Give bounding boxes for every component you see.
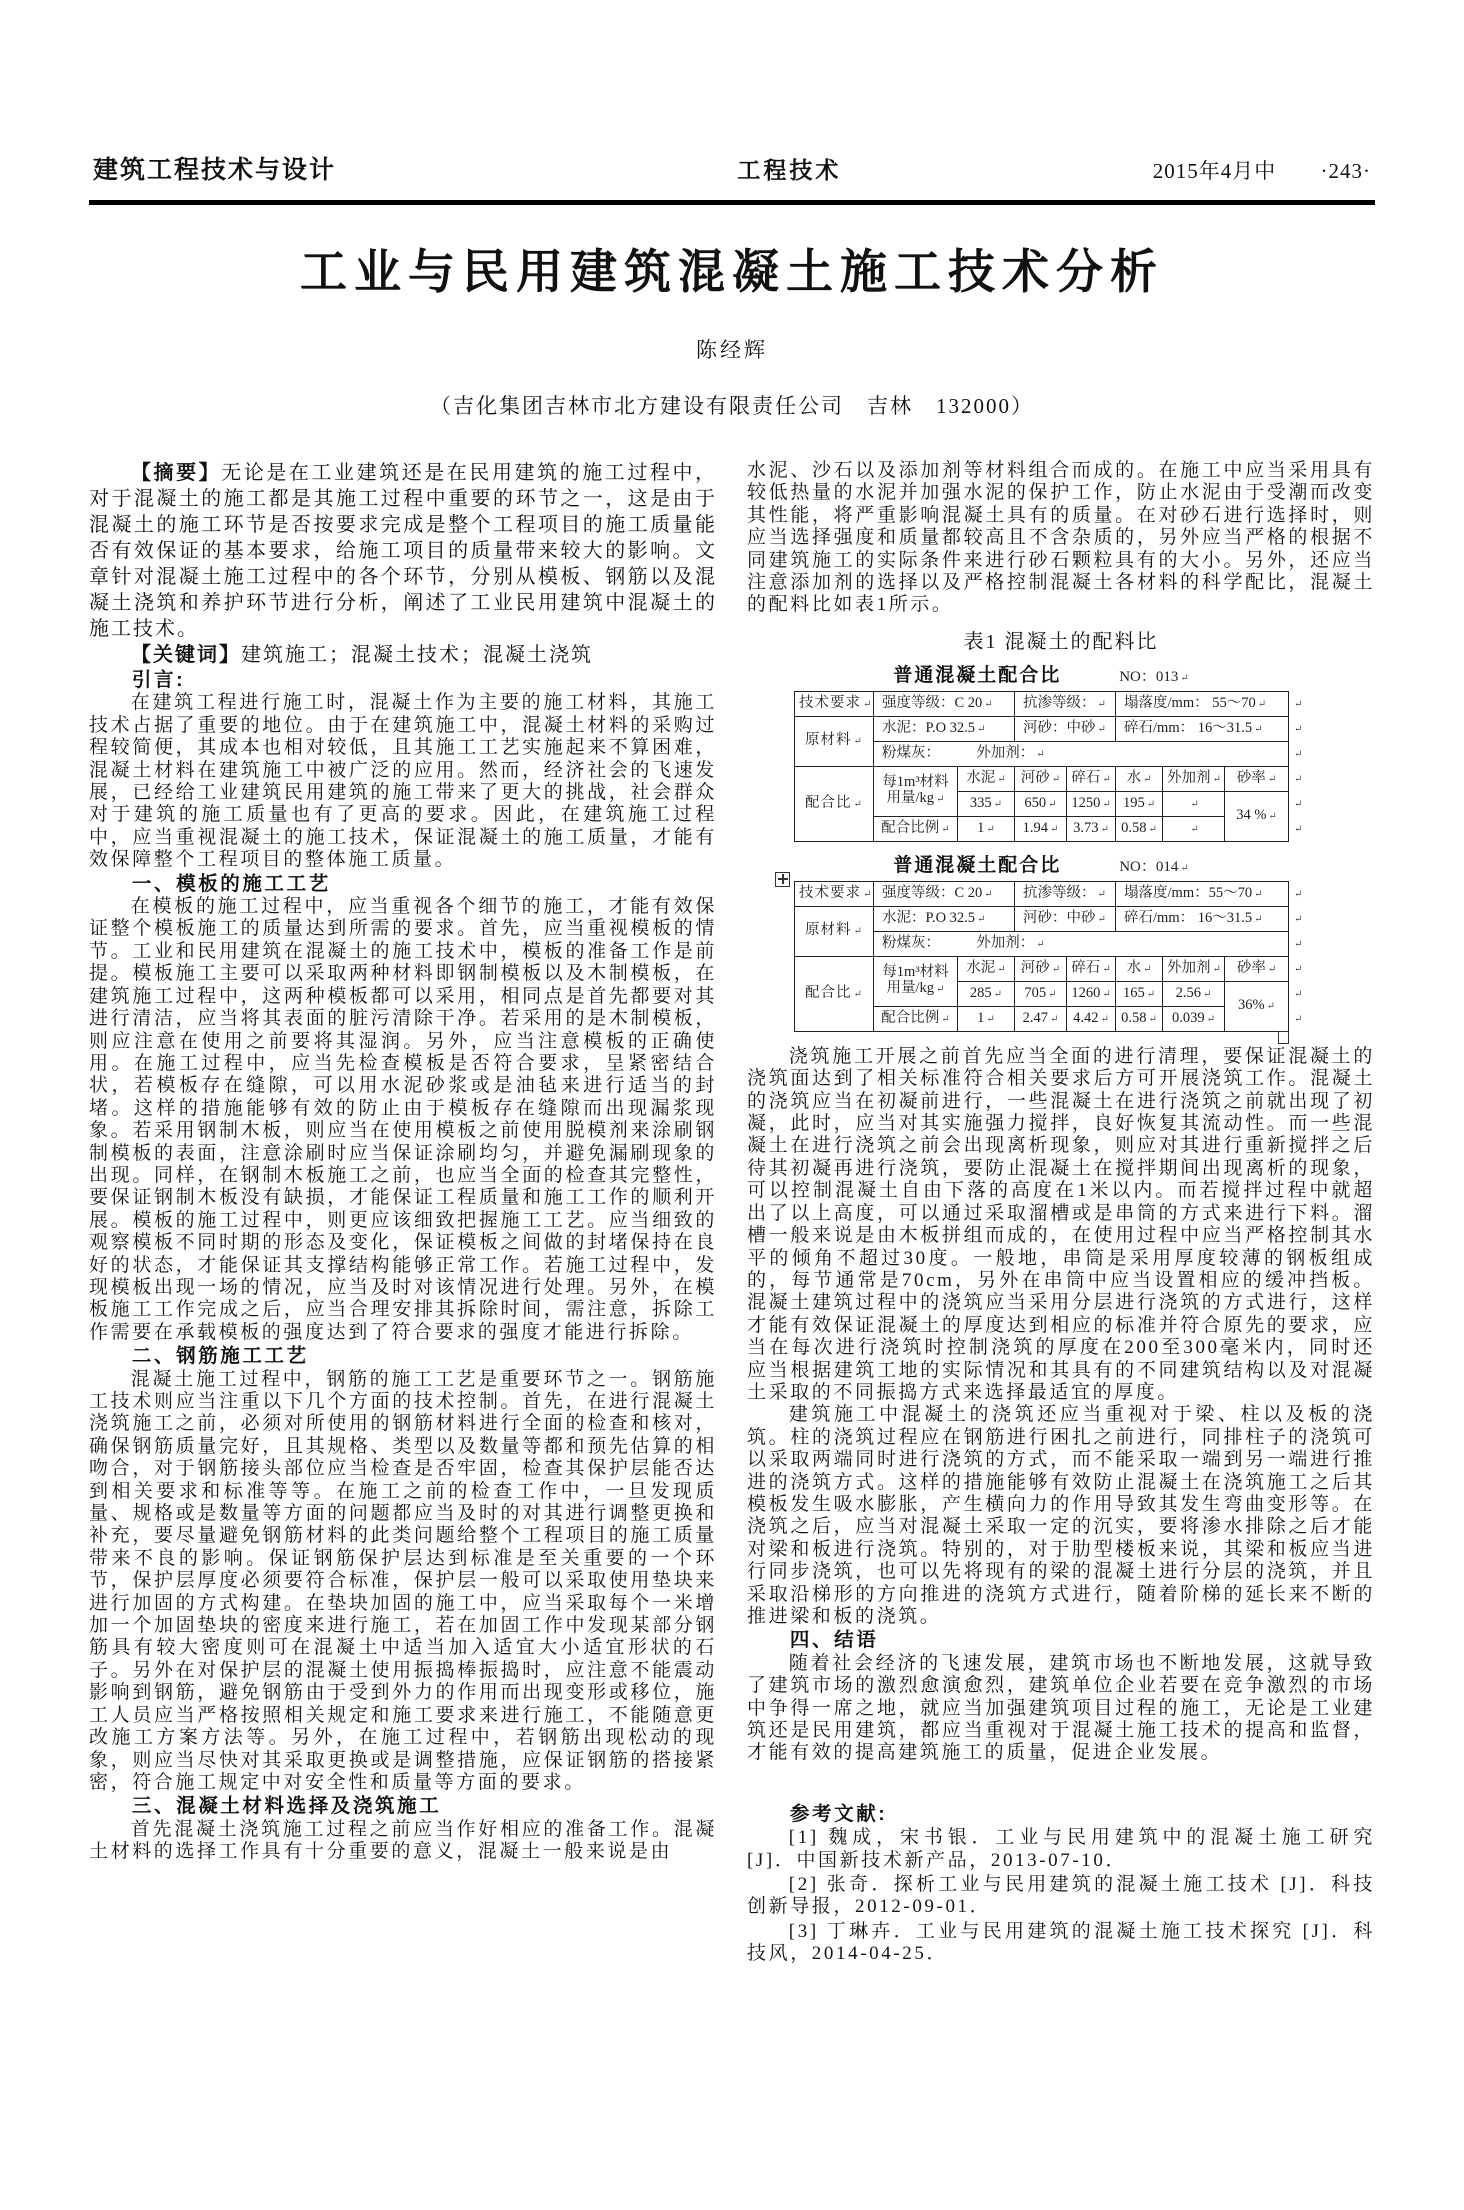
reference-item: [2] 张奇．探析工业与民用建筑的混凝土施工技术 [J]．科技创新导报，2012-09-01． [747, 1874, 1375, 1918]
keywords-label: 【关键词】 [131, 644, 241, 666]
table-cell: 抗渗等级： ↵ [1015, 881, 1116, 906]
table-cell: 水泥：P.O 32.5 ↵ [874, 716, 1015, 741]
table-cell: 1.94 ↵ [1015, 816, 1067, 841]
table-cell: 抗渗等级： ↵ [1015, 691, 1116, 716]
table-cell [1163, 816, 1225, 841]
table-cell: 3.73 ↵ [1067, 816, 1116, 841]
table-row [795, 716, 1305, 741]
table-cell: 0.58 ↵ [1116, 816, 1163, 841]
reference-item: [3] 丁琳卉．工业与民用建筑的混凝土施工技术探究 [J]．科技风，2014-04-25． [747, 1920, 1375, 1965]
table-cell: 195 ↵ [1116, 791, 1163, 816]
abstract-label: 【摘要】 [131, 462, 222, 484]
sand-rate-cell: 34 % ↵ [1225, 791, 1289, 841]
table-number-label: NO：013 ↵ [1119, 665, 1189, 686]
abstract-paragraph [89, 460, 717, 642]
table-cell: 碎石/mm： 16～31.5 ↵ [1116, 716, 1289, 741]
table-cell: 砂率 ↵ [1225, 956, 1289, 981]
concrete-mix-table-block-014 [747, 848, 1375, 1032]
table-cell: 水泥 ↵ [958, 766, 1015, 791]
table-cell: 河砂 ↵ [1015, 766, 1067, 791]
section-1-heading: 一、模板的施工工艺 [131, 872, 331, 895]
table-cell: 外加剂 ↵ [1163, 766, 1225, 791]
reference-item: [1] 魏成，宋书银．工业与民用建筑中的混凝土施工研究 [J]．中国新技术新产品，2013-07-10． [747, 1827, 1375, 1871]
journal-title: 建筑工程技术与设计 [93, 156, 337, 184]
issue-date: 2015年4月中 [1152, 159, 1277, 183]
row-end-mark [1289, 956, 1305, 981]
row-end-mark [1289, 691, 1305, 716]
row-end-mark [1289, 716, 1305, 741]
row-end-mark [1289, 931, 1305, 956]
table-cell: 配合比例 ↵ [874, 816, 958, 841]
row-end-mark [1289, 766, 1305, 791]
pouring-paragraph: 浇筑施工开展之前首先应当全面的进行清理，要保证混凝土的浇筑面达到了相关标准符合相关要求后方可开展浇筑工作。混凝土的浇筑应当在初凝前进行，一些混凝土在进行浇筑之前就出现了初凝，此时，应当对其实施强力搅拌，良好恢复其流动性。而一些混凝土在进行浇筑之前会出现离析现象，则应对其进行重新搅拌之后待其初凝再进行浇筑，要防止混凝土在搅拌期间出现离析的现象，可以控制混凝土自由下落的高度在1米以内。而若搅拌过程中就超出了以上高度，可以通过采取溜槽或是串筒的方式来进行下料。溜槽一般来说是由木板拼组而成的，在使用过程中应当严格控制其水平的倾角不超过30度。一般地，串筒是采用厚度较薄的钢板组成的，每节通常是70cm，另外在串筒中应当设置相应的缓冲挡板。混凝土建筑过程中的浇筑应当采用分层进行浇筑的方式进行，这样才能有效保证混凝土的厚度达到相应的标准并符合原先的要求，应当在每次进行浇筑时控制浇筑的厚度在200至300毫米内，同时还应当根据建筑工地的实际情况和其具有的不同建筑结构以及对混凝土采取的不同振捣方式来选择最适宜的厚度。 [747, 1045, 1375, 1403]
section-3-paragraph: 首先混凝土浇筑施工过程之前应当作好相应的准备工作。混凝土材料的选择工作具有十分重要的意义，混凝土一般来说是由 [89, 1818, 717, 1863]
table-cell: 水泥 ↵ [958, 956, 1015, 981]
table-cell: 1 ↵ [958, 816, 1015, 841]
table-cell: 1250 ↵ [1067, 791, 1116, 816]
row-end-mark [1289, 881, 1305, 906]
table-cell: 外加剂 ↵ [1163, 956, 1225, 981]
paper-page [89, 0, 1375, 1968]
table-cell: 配合比例 ↵ [874, 1006, 958, 1031]
table-cell: 配合比 ↵ [795, 766, 874, 841]
per-cubic-label: 每1m³材料 [882, 774, 949, 791]
keywords-paragraph [89, 642, 717, 668]
table-cell: 粉煤灰： 外加剂： ↵ [874, 931, 1289, 956]
table-cell: 0.039 ↵ [1163, 1006, 1225, 1031]
keywords-text: 建筑施工；混凝土技术；混凝土浇筑 [241, 644, 593, 666]
conclusion-paragraph: 随着社会经济的飞速发展，建筑市场也不断地发展，这就导致了建筑市场的激烈愈演愈烈，建筑单位企业若要在竞争激烈的市场中争得一席之地，就应当加强建筑项目过程的施工，无论是工业建筑还是民用建筑，都应当重视对于混凝土施工技术的提高和监督，才能有效的提高建筑施工的质量，促进企业发展。 [747, 1652, 1375, 1764]
sand-rate-cell: 36% ↵ [1225, 981, 1289, 1031]
table-title-013 [794, 658, 1288, 691]
table-cell: 水泥：P.O 32.5 ↵ [874, 906, 1015, 931]
table-cell: 水 ↵ [1116, 766, 1163, 791]
continuation-paragraph: 水泥、沙石以及添加剂等材料组合而成的。在施工中应当采用具有较低热量的水泥并加强水泥的保护工作，防止水泥由于受潮而改变其性能，将严重影响混凝土具有的质量。在对砂石进行选择时，则应当选择强度和质量都较高且不含杂质的，另外应当严格的根据不同建筑施工的实际条件来进行砂石颗粒具有的大小。另外，还应当注意添加剂的选择以及严格控制混凝土各材料的科学配比，混凝土的配料比如表1所示。 [747, 460, 1375, 616]
table-title-text: 普通混凝土配合比 [893, 664, 1062, 686]
table-cell [874, 766, 958, 816]
paragraph-anchor-mark [1278, 1031, 1289, 1044]
references-heading: 参考文献: [789, 1802, 888, 1825]
table-cell: 水 ↵ [1116, 956, 1163, 981]
table-cell: 0.58 ↵ [1116, 1006, 1163, 1031]
page-header [89, 150, 1375, 205]
author-affiliation: （吉化集团吉林市北方建设有限责任公司 吉林 132000） [430, 394, 1034, 418]
table-cell: 粉煤灰： 外加剂： ↵ [874, 741, 1289, 766]
article-title: 工业与民用建筑混凝土施工技术分析 [300, 247, 1164, 299]
table-cell: 285 ↵ [958, 981, 1015, 1006]
table-cell: 砂率 ↵ [1225, 766, 1289, 791]
concrete-mix-table-014 [794, 881, 1305, 1032]
table-row [795, 956, 1305, 981]
column-section-label: 工程技术 [737, 157, 842, 183]
left-column [89, 460, 717, 1968]
table-cell: 705 ↵ [1015, 981, 1067, 1006]
table-cell: 技术要求 ↵ [795, 691, 874, 716]
intro-paragraph: 在建筑工程进行施工时，混凝土作为主要的施工材料，其施工技术占据了重要的地位。由于在建筑施工中，混凝土材料的采购过程较简便，其成本也相对较低，且其施工工艺实施起来不算困难，混凝土材料在建筑施工中被广泛的应用。然而，经济社会的飞速发展，已经给工业建筑民用建筑的施工带来了更大的挑战，社会群众对于建筑的施工质量也有了更高的要求。因此，在建筑施工过程中，应当重视混凝土的施工技术，保证混凝土的施工质量，才能有效保障整个工程项目的整体施工质量。 [89, 692, 717, 871]
issue-info [1153, 155, 1371, 185]
intro-heading: 引言: [131, 669, 186, 691]
table-cell: 2.47 ↵ [1015, 1006, 1067, 1031]
table-cell: 强度等级：C 20 ↵ [874, 881, 1015, 906]
per-cubic-label: 每1m³材料 [882, 964, 949, 981]
concrete-mix-table-block-013 [747, 658, 1375, 842]
table-cell: 碎石 ↵ [1067, 956, 1116, 981]
table-cell: 1260 ↵ [1067, 981, 1116, 1006]
table-cell: 碎石/mm： 16～31.5 ↵ [1116, 906, 1289, 931]
row-end-mark [1289, 981, 1305, 1006]
table-cell: 165 ↵ [1116, 981, 1163, 1006]
table-cell: 技术要求 ↵ [795, 881, 874, 906]
row-end-mark [1289, 906, 1305, 931]
table-cell: 4.42 ↵ [1067, 1006, 1116, 1031]
abstract-text: 无论是在工业建筑还是在民用建筑的施工过程中，对于混凝土的施工都是其施工过程中重要的环节之一，这是由于混凝土的施工环节是否按要求完成是整个工程项目的施工质量能否有效保证的基本要求，给施工项目的质量带来较大的影响。文章针对混凝土施工过程中的各个环节，分别从模板、钢筋以及混凝土浇筑和养护环节进行分析，阐述了工业民用建筑中混凝土的施工技术。 [89, 462, 718, 640]
table-cell: 河砂 ↵ [1015, 956, 1067, 981]
usage-label: 用量/kg ↵ [878, 980, 953, 998]
table-title-text: 普通混凝土配合比 [893, 854, 1062, 876]
table-cell: 配合比 ↵ [795, 956, 874, 1031]
author-name: 陈经辉 [696, 338, 768, 362]
table-title-014 [794, 848, 1288, 881]
concrete-mix-table-013 [794, 691, 1305, 842]
usage-label: 用量/kg ↵ [878, 790, 953, 808]
table-1-caption: 表1 混凝土的配料比 [963, 630, 1159, 653]
section-1-paragraph: 在模板的施工过程中，应当重视各个细节的施工，才能有效保证整个模板施工的质量达到所需的要求。首先，应当重视模板的情节。工业和民用建筑在混凝土的施工技术中，模板的准备工作是前提。模板施工主要可以采取两种材料即钢制模板以及木制模板，在建筑施工过程中，这两种模板都可以采用，相同点是首先都要对其进行清洁，应当将其表面的脏污清除干净。若采用的是木制模板，则应注意在使用之前要将其湿润。另外，应当注意模板的正确使用。在施工过程中，应当先检查模板是否符合要求，呈紧密结合状，若模板存在缝隙，可以用水泥砂浆或是油毡来进行适当的封堵。这样的措施能够有效的防止由于模板存在缝隙而出现漏浆现象。若采用钢制木板，则应当在使用模板之前使用脱模剂来涂刷钢制模板的表面，注意涂刷时应当保证涂刷均匀，并避免漏刷现象的出现。同样，在钢制木板施工之前，也应当全面的检查其完整性，要保证钢制木板没有缺损，才能保证工程质量和施工工作的顺利开展。模板的施工过程中，则更应该细致把握施工工艺。应当细致的观察模板不同时期的形态及变化，保证模板之间做的封堵保持在良好的状态，才能保证其支撑结构能够正常工作。若施工过程中，发现模板出现一场的情况，应当及时对该情况进行处理。另外，在模板施工工作完成之后，应当合理安排其拆除时间，需注意，拆除工作需要在承载模板的强度达到了符合要求的强度才能进行拆除。 [89, 896, 717, 1343]
table-move-handle-icon[interactable] [775, 872, 790, 887]
table-cell: 塌落度/mm：55～70 ↵ [1116, 881, 1289, 906]
two-column-body [89, 460, 1375, 1968]
row-end-mark [1289, 791, 1305, 816]
row-end-mark [1289, 741, 1305, 766]
table-cell: 原材料 ↵ [795, 716, 874, 766]
table-row [795, 881, 1305, 906]
table-cell: 650 ↵ [1015, 791, 1067, 816]
table-cell: 河砂：中砂 ↵ [1015, 906, 1116, 931]
table-number-label: NO：014 ↵ [1119, 855, 1189, 876]
table-row [795, 766, 1305, 791]
table-cell: 碎石 ↵ [1067, 766, 1116, 791]
section-2-paragraph: 混凝土施工过程中，钢筋的施工工艺是重要环节之一。钢筋施工技术则应当注重以下几个方面的技术控制。首先，在进行混凝土浇筑施工之前，必须对所使用的钢筋材料进行全面的检查和核对，确保钢筋质量完好，且其规格、类型以及数量等都和预先估算的相吻合，对于钢筋接头部位应当检查是否牢固，检查其保护层能否达到相关要求和标准等等。在施工之前的检查工作中，一旦发现质量、规格或是数量等方面的问题都应当及时的对其进行调整更换和补充，要尽量避免钢筋材料的此类问题给整个工程项目的施工质量带来不良的影响。保证钢筋保护层达到标准是至关重要的一个环节，保护层厚度必须要符合标准，保护层一般可以采取使用垫块来进行加固的方式构建。在垫块加固的施工中，应当采取每个一米增加一个加固垫块的密度来进行施工，若在加固工作中发现某部分钢筋具有较大密度则可在混凝土中适当加入适宜大小适宜形状的石子。另外在对保护层的混凝土使用振捣棒振捣时，应注意不能震动影响到钢筋，避免钢筋由于受到外力的作用而出现变形或移位，施工人员应当严格按照相关规定和施工要求来进行施工，不能随意更改施工方案方法等。另外，在施工过程中，若钢筋出现松动的现象，则应当尽快对其采取更换或是调整措施，应保证钢筋的搭接紧密，符合施工规定中对安全性和质量等方面的要求。 [89, 1368, 717, 1793]
table-cell: 河砂：中砂 ↵ [1015, 716, 1116, 741]
section-2-heading: 二、钢筋施工工艺 [131, 1345, 309, 1368]
section-3-heading: 三、混凝土材料选择及浇筑施工 [131, 1795, 442, 1818]
table-row [795, 691, 1305, 716]
table-cell: 强度等级：C 20 ↵ [874, 691, 1015, 716]
table-cell: 原材料 ↵ [795, 906, 874, 956]
table-cell [1163, 791, 1225, 816]
conclusion-heading: 四、结语 [789, 1629, 879, 1652]
table-cell: 塌落度/mm： 55～70 ↵ [1116, 691, 1289, 716]
table-cell: 1 ↵ [958, 1006, 1015, 1031]
beam-column-paragraph: 建筑施工中混凝土的浇筑还应当重视对于梁、柱以及板的浇筑。柱的浇筑过程应在钢筋进行困扎之前进行，同排柱子的浇筑可以采取两端同时进行浇筑的方式，而不能采取一端到另一端进行推进的浇筑方式。这样的措施能够有效防止混凝土在浇筑施工之后其模板发生吸水膨胀，产生横向力的作用导致其发生弯曲变形等。在浇筑之后，应当对混凝土采取一定的沉实，要将渗水排除之后才能对梁和板进行浇筑。特别的，对于肋型楼板来说，其梁和板应当进行同步浇筑，也可以先将现有的梁的混凝土进行分层的浇筑，并且采取沿梯形的方向推进的浇筑方式进行，随着阶梯的延长来不断的推进梁和板的浇筑。 [747, 1404, 1375, 1627]
table-cell: 335 ↵ [958, 791, 1015, 816]
row-end-mark [1289, 816, 1305, 841]
row-end-mark [1289, 1006, 1305, 1031]
page-number: ·243· [1320, 159, 1371, 183]
table-cell [874, 956, 958, 1006]
table-cell: 2.56 ↵ [1163, 981, 1225, 1006]
right-column [747, 460, 1375, 1968]
table-row [795, 906, 1305, 931]
